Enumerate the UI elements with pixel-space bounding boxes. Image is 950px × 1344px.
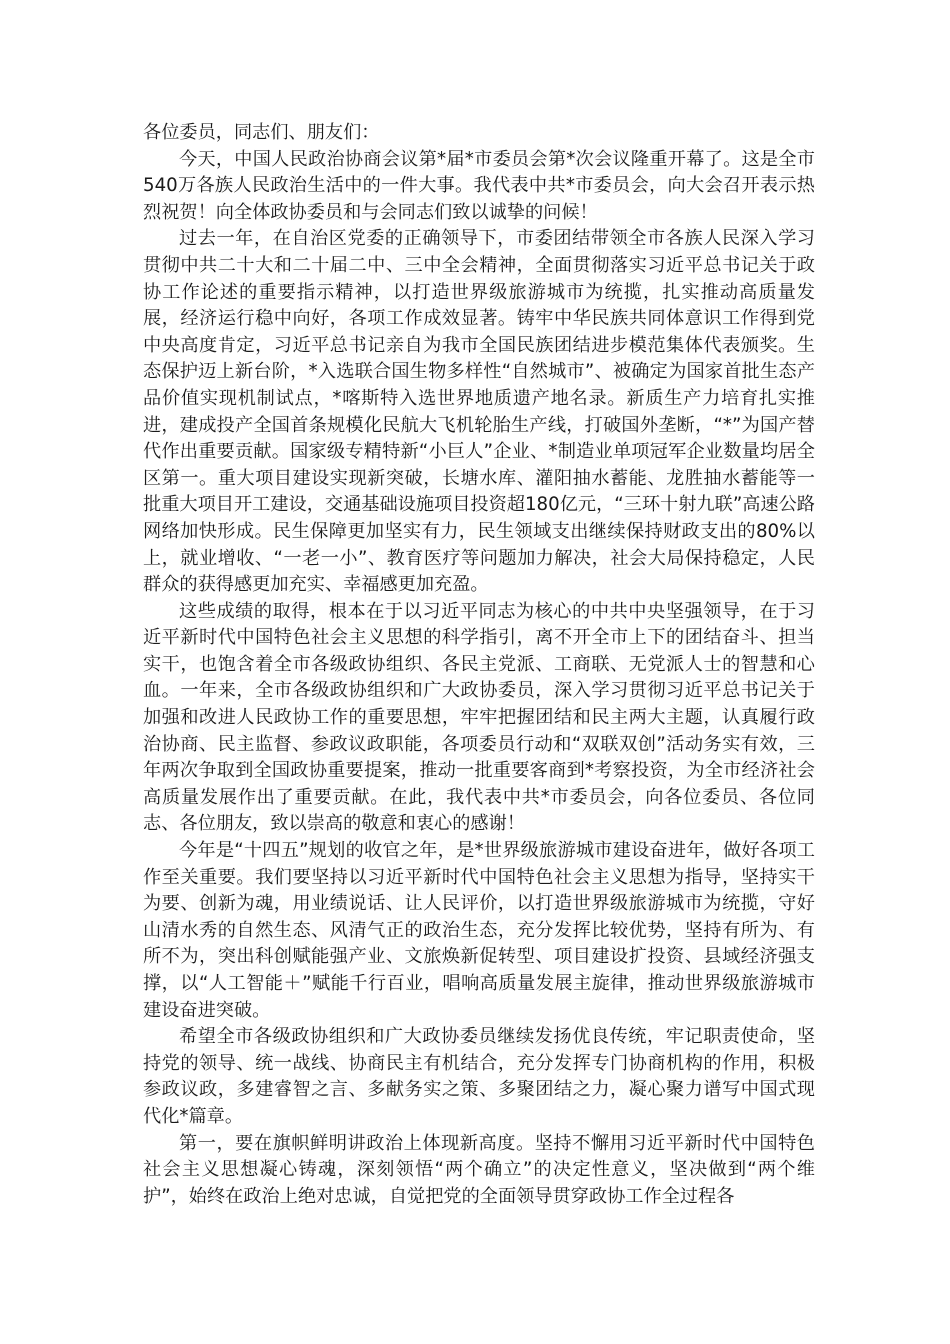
paragraph-first-point: 第一，要在旗帜鲜明讲政治上体现新高度。坚持不懈用习近平新时代中国特色社会主义思想凝心铸魂，深刻领悟“两个确立”的决定性意义，坚决做到“两个维护”，始终在政治上绝对忠诚，自觉把党的全面领导贯穿政协工作全过程各 [143,1132,815,1207]
paragraph-achievements: 这些成绩的取得，根本在于以习近平同志为核心的中共中央坚强领导，在于习近平新时代中国特色社会主义思想的科学指引，离不开全市上下的团结奋斗、担当实干，也饱含着全市各级政协组织、各民主党派、工商联、无党派人士的智慧和心血。一年来，全市各级政协组织和广大政协委员，深入学习贯彻习近平总书记关于加强和改进人民政协工作的重要思想，牢牢把握团结和民主两大主题，认真履行政治协商、民主监督、参政议政职能，各项委员行动和“双联双创”活动务实有效，三年两次争取到全国政协重要提案，推动一批重要客商到*考察投资，为全市经济社会高质量发展作出了重要贡献。在此，我代表中共*市委员会，向各位委员、各位同志、各位朋友，致以崇高的敬意和衷心的感谢！ [143,600,815,835]
paragraph-this-year: 今年是“十四五”规划的收官之年，是*世界级旅游城市建设奋进年，做好各项工作至关重要。我们要坚持以习近平新时代中国特色社会主义思想为指导，坚持实干为要、创新为魂，用业绩说话、让人民评价，以打造世界级旅游城市为统揽，守好山清水秀的自然生态、风清气正的政治生态，充分发挥比较优势，坚持有所为、有所不为，突出科创赋能强产业、文旅焕新促转型、项目建设扩投资、县域经济强支撑，以“人工智能＋”赋能千行百业，唱响高质量发展主旋律，推动世界级旅游城市建设奋进突破。 [143,840,815,1021]
paragraph-past-year-review: 过去一年，在自治区党委的正确领导下，市委团结带领全市各族人民深入学习贯彻中共二十大和二十届二中、三中全会精神，全面贯彻落实习近平总书记关于政协工作论述的重要指示精神，以打造世界级旅游城市为统揽，扎实推动高质量发展，经济运行稳中向好，各项工作成效显著。铸牢中华民族共同体意识工作得到党中央高度肯定，习近平总书记亲自为我市全国民族团结进步模范集体代表颁奖。生态保护迈上新台阶，*入选联合国生物多样性“自然城市”、被确定为国家首批生态产品价值实现机制试点，*喀斯特入选世界地质遗产地名录。新质生产力培育扎实推进，建成投产全国首条规模化民航大飞机轮胎生产线，打破国外垄断，“*”为国产替代作出重要贡献。国家级专精特新“小巨人”企业、*制造业单项冠军企业数量均居全区第一。重大项目建设实现新突破，长塘水库、灌阳抽水蓄能、龙胜抽水蓄能等一批重大项目开工建设，交通基础设施项目投资超180亿元，“三环十射九联”高速公路网络加快形成。民生保障更加坚实有力，民生领域支出继续保持财政支出的80%以上，就业增收、“一老一小”、教育医疗等问题加力解决，社会大局保持稳定，人民群众的获得感更加充实、幸福感更加充盈。 [143,228,815,596]
greeting: 各位委员，同志们、朋友们： [143,122,380,143]
paragraph-hopes: 希望全市各级政协组织和广大政协委员继续发扬优良传统，牢记职责使命，坚持党的领导、统一战线、协商民主有机结合，充分发挥专门协商机构的作用，积极参政议政，多建睿智之言、多献务实之策、多聚团结之力，凝心聚力谱写中国式现代化*篇章。 [143,1026,815,1127]
paragraph-opening: 今天，中国人民政治协商会议第*届*市委员会第*次会议隆重开幕了。这是全市540万各族人民政治生活中的一件大事。我代表中共*市委员会，向大会召开表示热烈祝贺！向全体政协委员和与会同志们致以诚挚的问候！ [143,148,815,223]
document-page [143,120,815,1210]
